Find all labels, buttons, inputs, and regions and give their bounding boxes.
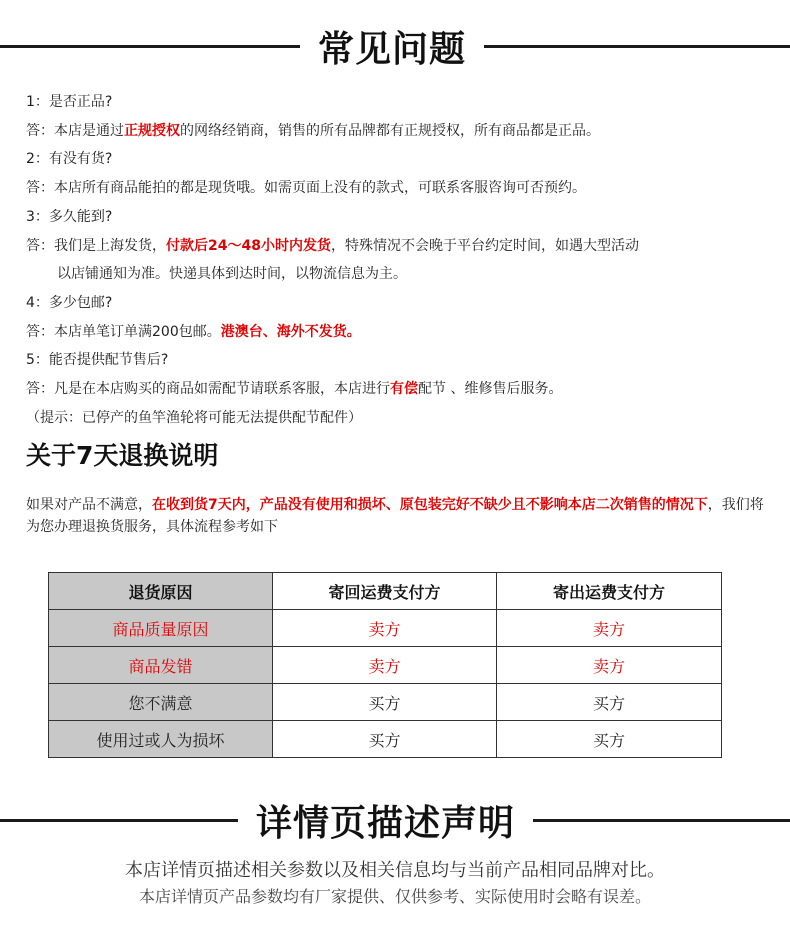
return-policy-intro: 如果对产品不满意，在收到货7天内，产品没有使用和损坏、原包装完好不缺少且不影响本店二次销售的情况下，我们将为您办理退换货服务，具体流程参考如下 [26, 497, 764, 535]
declaration-line-1: 本店详情页描述相关参数以及相关信息均与当前产品相同品牌对比。 [125, 860, 665, 881]
faq-tip: （提示：已停产的鱼竿渔轮将可能无法提供配节配件） [26, 409, 362, 426]
faq-question-2: 2：有没有货? [26, 151, 113, 168]
faq-answer-5: 答：凡是在本店购买的商品如需配节请联系客服，本店进行有偿配节 、维修售后服务。 [26, 381, 563, 398]
table-cell-reason: 使用过或人为损坏 [49, 721, 273, 758]
header-rule-right [484, 45, 790, 48]
table-header-reason: 退货原因 [49, 573, 273, 610]
table-row [49, 721, 722, 758]
table-row [49, 647, 722, 684]
faq-title: 常见问题 [318, 28, 467, 70]
faq-answer-1: 答：本店是通过正规授权的网络经销商，销售的所有品牌都有正规授权，所有商品都是正品。 [26, 122, 600, 139]
declaration-section-header [0, 796, 790, 844]
faq-question-3: 3：多久能到? [26, 208, 113, 225]
table-row [49, 610, 722, 647]
table-header-outbound-shipping: 寄出运费支付方 [497, 573, 722, 610]
return-policy-title: 关于7天退换说明 [26, 441, 219, 470]
faq-list [26, 88, 766, 432]
table-cell-outbound-payer: 卖方 [497, 647, 722, 684]
faq-answer-2: 答：本店所有商品能拍的都是现货哦。如需页面上没有的款式，可联系客服咨询可否预约。 [26, 180, 586, 197]
table-row [49, 684, 722, 721]
table-header-return-shipping: 寄回运费支付方 [273, 573, 497, 610]
table-cell-return-payer: 卖方 [273, 610, 497, 647]
faq-answer-3-continued: 以店铺通知为准。快递具体到达时间，以物流信息为主。 [57, 266, 407, 283]
table-cell-reason: 您不满意 [49, 684, 273, 721]
faq-answer-3: 答：我们是上海发货，付款后24～48小时内发货，特殊情况不会晚于平台约定时间，如遇大型活动 [26, 237, 639, 254]
table-cell-return-payer: 买方 [273, 684, 497, 721]
highlight-shipping-time: 付款后24～48小时内发货 [166, 237, 331, 254]
highlight-authorized: 正规授权 [124, 122, 180, 139]
highlight-no-overseas: 港澳台、海外不发货。 [220, 323, 361, 340]
faq-question-5: 5：能否提供配节售后? [26, 352, 169, 369]
faq-question-1: 1：是否正品? [26, 94, 113, 110]
table-cell-outbound-payer: 卖方 [497, 610, 722, 647]
header-rule-right [533, 819, 790, 822]
return-fee-table [48, 572, 722, 758]
declaration-title: 详情页描述声明 [256, 802, 516, 844]
highlight-paid: 有偿 [390, 381, 418, 398]
table-cell-reason: 商品质量原因 [49, 610, 273, 647]
table-cell-reason: 商品发错 [49, 647, 273, 684]
faq-question-4: 4：多少包邮? [26, 294, 113, 311]
table-cell-return-payer: 卖方 [273, 647, 497, 684]
highlight-return-conditions: 在收到货7天内，产品没有使用和损坏、原包装完好不缺少且不影响本店二次销售的情况下 [152, 497, 708, 513]
header-rule-left [0, 819, 238, 822]
declaration-line-2: 本店详情页产品参数均有厂家提供、仅供参考、实际使用时会略有误差。 [138, 887, 651, 906]
table-header-row [49, 573, 722, 610]
table-cell-return-payer: 买方 [273, 721, 497, 758]
faq-section-header [0, 22, 790, 70]
faq-answer-4: 答：本店单笔订单满200包邮。港澳台、海外不发货。 [26, 323, 361, 340]
table-cell-outbound-payer: 买方 [497, 684, 722, 721]
header-rule-left [0, 45, 300, 48]
table-cell-outbound-payer: 买方 [497, 721, 722, 758]
